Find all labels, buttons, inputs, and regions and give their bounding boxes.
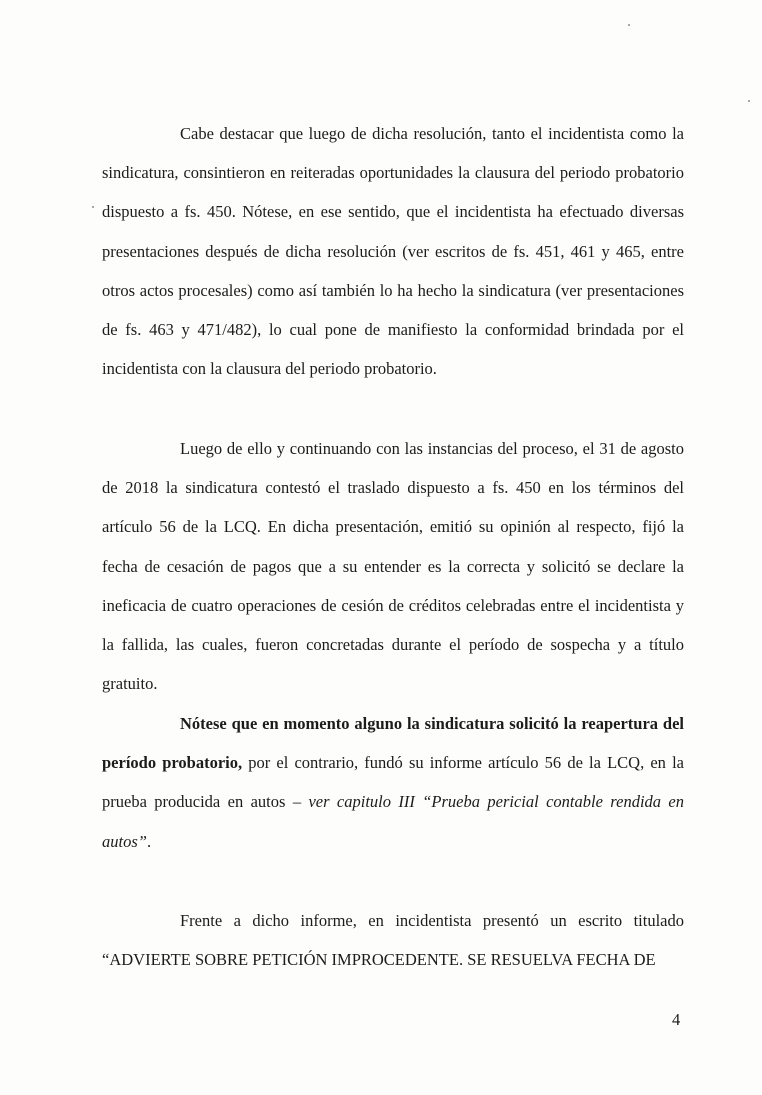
paragraph-3-italic: ver capitulo III “Prueba pericial contable rendida en autos” [102,792,684,851]
paragraph-3 [102,704,684,861]
paragraph-3-bold: Nótese que en momento alguno la sindicatura solicitó la reapertura del período probatorio, [102,714,684,773]
scan-speck [748,100,750,102]
page-number: 4 [672,1010,681,1029]
paragraph-1 [102,114,684,388]
scan-speck [92,206,94,208]
paragraph-2 [102,429,684,703]
paragraph-4 [102,901,684,979]
paragraph-2-text: Luego de ello y continuando con las instancias del proceso, el 31 de agosto de 2018 la sindicatura contestó el traslado dispuesto a fs. 450 en los términos del artículo 56 de la LCQ. En dicha presentación, emitió su opinión al respecto, fijó la fecha de cesación de pagos que a su entender es la correcta y solicitó se declare la ineficacia de cuatro operaciones de cesión de créditos celebradas entre el incidentista y la fallida, las cuales, fueron concretadas durante el período de sospecha y a título gratuito. [102,439,684,694]
paragraph-3-text: por el contrario, fundó su informe artículo 56 de la LCQ, en la prueba producida en autos – [102,753,684,812]
paragraph-1-text: Cabe destacar que luego de dicha resolución, tanto el incidentista como la sindicatura, consintieron en reiteradas oportunidades la clausura del periodo probatorio dispuesto a fs. 450. Nótese, en ese sentido, que el incidentista ha efectuado diversas presentaciones después de dicha resolución (ver escritos de fs. 451, 461 y 465, entre otros actos procesales) como así también lo ha hecho la sindicatura (ver presentaciones de fs. 463 y 471/482), lo cual pone de manifiesto la conformidad brindada por el incidentista con la clausura del periodo probatorio. [102,124,684,379]
paragraph-4-text: Frente a dicho informe, en incidentista presentó un escrito titulado “ADVIERTE SOBRE PETICIÓN IMPROCEDENTE. SE RESUELVA FECHA DE [102,911,684,970]
scan-speck [628,24,630,26]
paragraph-3-end: . [146,831,152,851]
